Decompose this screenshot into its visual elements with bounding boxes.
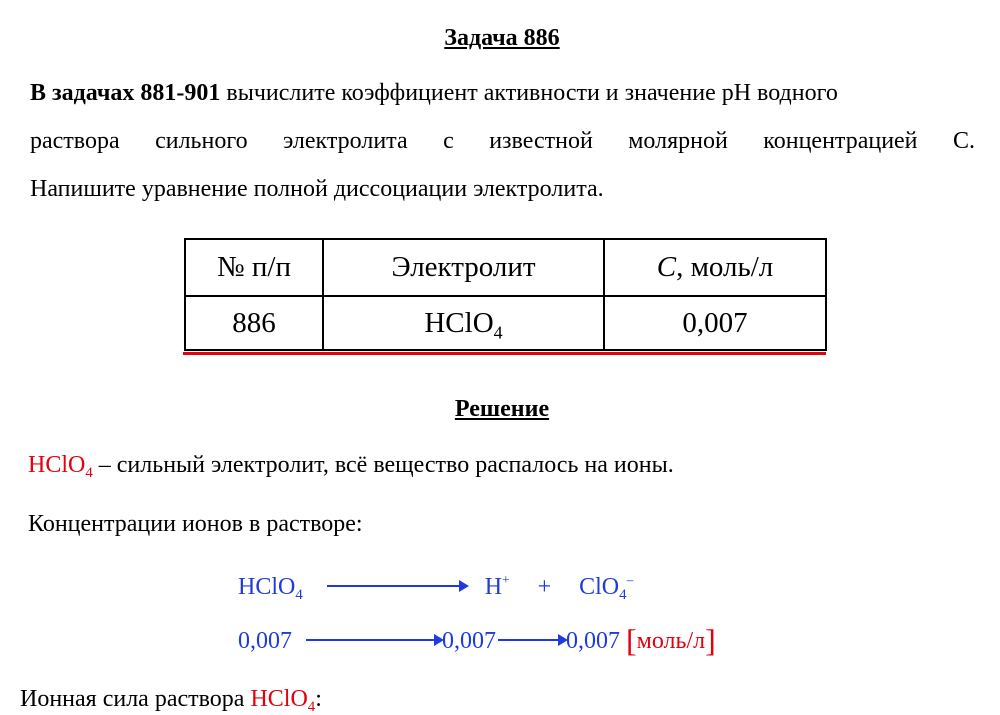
dissociation-equation [238, 572, 634, 604]
statement-line-2: раствора сильного электролита с известной молярной концентрацией С. [30, 128, 975, 154]
cell-electrolyte-main: HClO [424, 306, 494, 339]
cell-number: 886 [185, 296, 323, 350]
solution-title: Решение [454, 396, 550, 422]
task-range-bold: В задачах 881-901 [30, 80, 221, 106]
bracket-left: [ [626, 622, 637, 658]
arrow-icon [327, 585, 467, 587]
product2-sup: – [626, 572, 634, 588]
header-concentration-var: C [656, 251, 677, 283]
cell-electrolyte-sub: 4 [493, 321, 503, 342]
product-clo4-minus [579, 572, 634, 604]
header-concentration-unit: , моль/л [676, 251, 774, 283]
statement-line-3: Напишите уравнение полной диссоциации электролита. [30, 176, 604, 202]
arrow-icon [306, 639, 442, 641]
formula-sub: 4 [85, 465, 93, 482]
concentrations-label: Концентрации ионов в растворе: [28, 511, 363, 537]
table-red-underline [183, 352, 826, 355]
reactant-main: HClO [238, 574, 296, 600]
data-table [184, 238, 827, 351]
solution-statement [28, 452, 674, 482]
header-concentration [604, 239, 826, 296]
plus-sign: + [537, 574, 552, 600]
bracket-right: ] [705, 622, 716, 658]
reactant-sub: 4 [295, 587, 303, 604]
table-header-row [185, 239, 826, 296]
product1-sup: + [502, 572, 510, 588]
conc-product2: 0,007 [566, 628, 620, 654]
unit-label: моль/л [636, 628, 706, 654]
statement-line-1 [30, 69, 975, 117]
cell-electrolyte [323, 296, 604, 350]
statement-line-1-text: вычислите коэффициент активности и значение pH водного [220, 80, 838, 106]
product-h-plus [485, 574, 510, 600]
conc-reactant: 0,007 [238, 628, 292, 654]
product2-sub: 4 [619, 587, 627, 604]
table-row [185, 296, 826, 350]
header-electrolyte: Электролит [323, 239, 604, 296]
statement-text: – сильный электролит, всё вещество распалось на ионы. [92, 452, 674, 478]
conc-product1: 0,007 [442, 628, 496, 654]
concentration-equation [238, 622, 716, 659]
cell-concentration: 0,007 [604, 296, 826, 350]
formula-main: HClO [28, 452, 86, 478]
ionic-strength-line [20, 686, 322, 713]
reactant [238, 574, 303, 604]
product1-main: H [484, 574, 503, 600]
header-number: № п/п [185, 239, 323, 296]
task-title: Задача 886 [444, 25, 560, 51]
ionic-formula-main: HClO [250, 686, 308, 712]
formula-hclo4 [28, 452, 93, 482]
ionic-strength-suffix: : [315, 686, 322, 712]
ionic-formula-sub: 4 [307, 699, 316, 715]
ionic-strength-formula [250, 686, 316, 715]
product2-main: ClO [579, 574, 620, 600]
arrow-icon [498, 639, 566, 641]
ionic-strength-text: Ионная сила раствора [20, 686, 251, 712]
task-statement [30, 69, 975, 213]
